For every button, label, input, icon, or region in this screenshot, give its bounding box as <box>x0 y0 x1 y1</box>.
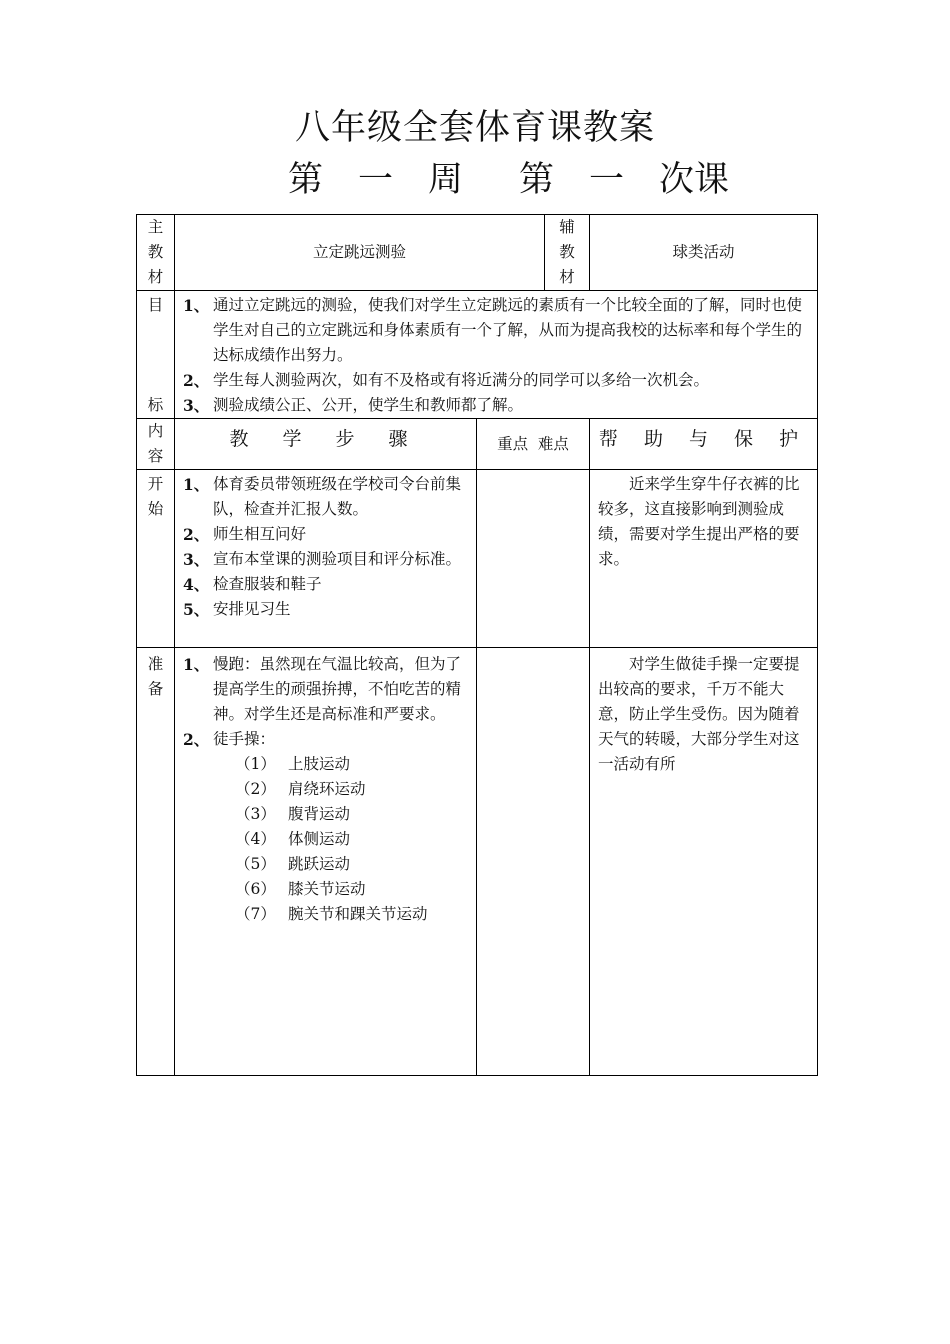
goal-label: 目 标 <box>137 291 175 419</box>
start-key-points <box>477 470 590 648</box>
start-label: 开 始 <box>137 470 175 648</box>
start-item: 3、 宣布本堂课的测验项目和评分标准。 <box>183 550 462 569</box>
teaching-steps-header: 教 学 步 骤 <box>175 419 477 470</box>
material-row <box>137 215 818 291</box>
goal-item: 3、 测验成绩公正、公开，使学生和教师都了解。 <box>183 396 524 415</box>
exercise-item: （5） 跳跃运动 <box>235 855 351 873</box>
start-item: 5、 安排见习生 <box>183 600 291 619</box>
goal-row <box>137 291 818 419</box>
lesson-heading: 第 一 次课 <box>519 160 730 200</box>
aux-material-value: 球类活动 <box>590 215 818 291</box>
main-material-label: 主 教 材 <box>137 215 175 291</box>
prep-row <box>137 648 818 1076</box>
start-item: 1、 体育委员带领班级在学校司令台前集队，检查并汇报人数。 <box>183 475 462 518</box>
document-title: 八年级全套体育课教案 <box>294 108 655 148</box>
key-points-header: 重点 难点 <box>477 419 590 470</box>
goal-content <box>175 291 818 419</box>
week-heading: 第 一 周 <box>288 160 464 200</box>
prep-item: 1、 慢跑：虽然现在气温比较高，但为了提高学生的顽强拚搏，不怕吃苦的精神。对学生还是高标准和严要求。 <box>183 655 462 723</box>
prep-label: 准 备 <box>137 648 175 1076</box>
help-protect-header: 帮 助 与 保 护 <box>590 419 818 470</box>
main-material-value: 立定跳远测验 <box>175 215 545 291</box>
start-item: 4、 检查服装和鞋子 <box>183 575 322 594</box>
goal-item: 1、 通过立定跳远的测验，使我们对学生立定跳远的素质有一个比较全面的了解，同时也使学生对自己的立定跳远和身体素质有一个了解，从而为提高我校的达标率和每个学生的达标成绩作出努力。 <box>183 296 803 364</box>
exercise-item: （4） 体侧运动 <box>235 830 351 848</box>
exercise-item: （1） 上肢运动 <box>235 755 351 773</box>
prep-key-points <box>477 648 590 1076</box>
start-row <box>137 470 818 648</box>
prep-steps <box>175 648 477 1076</box>
aux-material-label: 辅 教 材 <box>545 215 590 291</box>
exercise-item: （3） 腹背运动 <box>235 805 351 823</box>
prep-help: 对学生做徒手操一定要提出较高的要求，千万不能大意，防止学生受伤。因为随着天气的转暖，大部分学生对这一活动有所 <box>590 648 818 1076</box>
goal-item: 2、 学生每人测验两次，如有不及格或有将近满分的同学可以多给一次机会。 <box>183 371 710 390</box>
exercise-item: （7） 腕关节和踝关节运动 <box>235 905 428 923</box>
content-header-row <box>137 419 818 470</box>
content-label: 内 容 <box>137 419 175 470</box>
exercise-item: （2） 肩绕环运动 <box>235 780 366 798</box>
prep-item: 2、 徒手操： （1） 上肢运动 （2） 肩绕环运动 （3） 腹背运动 （4） 体侧运动 （5） 跳跃运动 （6） 膝关节运动 （7） 腕关节和踝关节运动 <box>183 727 470 927</box>
exercise-item: （6） 膝关节运动 <box>235 880 366 898</box>
start-item: 2、 师生相互问好 <box>183 525 307 544</box>
start-steps <box>175 470 477 648</box>
lesson-plan-table <box>136 214 818 1076</box>
start-help: 近来学生穿牛仔衣裤的比较多，这直接影响到测验成绩，需要对学生提出严格的要求。 <box>590 470 818 648</box>
